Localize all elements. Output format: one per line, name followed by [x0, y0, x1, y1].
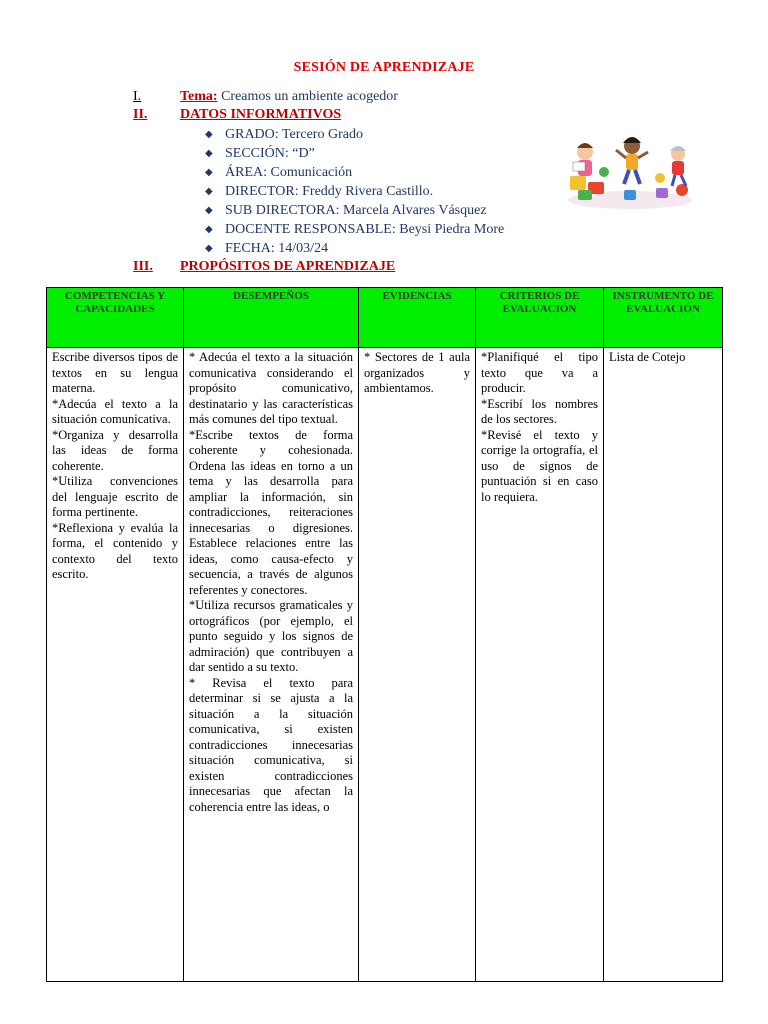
- section-number: III.: [133, 259, 153, 274]
- cell-paragraph: * Sectores de 1 aula organizados y ambientamos.: [364, 350, 470, 395]
- info-item: ◆ SECCIÓN: “D”: [205, 146, 315, 161]
- info-item: ◆ DOCENTE RESPONSABLE: Beysi Piedra More: [205, 222, 505, 237]
- cell-paragraph: Lista de Cotejo: [609, 350, 686, 364]
- diamond-bullet-icon: ◆: [205, 205, 213, 216]
- diamond-bullet-icon: ◆: [205, 186, 213, 197]
- cell-paragraph: Escribe diversos tipos de textos en su lengua materna.: [52, 350, 178, 395]
- diamond-bullet-icon: ◆: [205, 129, 213, 140]
- cell-paragraph: * Revisa el texto para determinar si se ajusta a la situación a la situación comunicativa, si existen contradicciones innecesarias situación comunicativa, si existen contradicciones innecesarias que afectan la coherencia entre las ideas, o: [189, 675, 353, 814]
- cell-paragraph: * Adecúa el texto a la situación comunicativa considerando el propósito comunicativo, destinatario y las características más comunes del tipo textual.: [189, 350, 353, 426]
- column-header: INSTRUMENTO DE EVALUACIÓN: [604, 288, 723, 348]
- cell-paragraph: *Utiliza recursos gramaticales y ortográficos (por ejemplo, el punto seguido y los signos de admiración) que contribuyen a dar sentido a su texto.: [189, 598, 353, 674]
- column-header: EVIDENCIAS: [359, 288, 476, 348]
- section-tema: [133, 89, 398, 105]
- learning-purposes-table: [46, 287, 723, 982]
- children-reading-clipart: [560, 134, 700, 214]
- column-header: DESEMPEÑOS: [184, 288, 359, 348]
- cell-paragraph: *Escribí los nombres de los sectores.: [481, 396, 598, 426]
- section-propositos: [133, 259, 395, 275]
- evidencias-cell: [359, 348, 476, 982]
- cell-paragraph: *Utiliza convenciones del lenguaje escrito de forma pertinente.: [52, 474, 178, 519]
- cell-paragraph: *Planifiqué el tipo texto que va a producir.: [481, 350, 598, 395]
- cell-paragraph: *Adecúa el texto a la situación comunicativa.: [52, 396, 178, 426]
- cell-paragraph: *Organiza y desarrolla las ideas de forma coherente.: [52, 427, 178, 473]
- section-label: Tema:: [180, 89, 218, 104]
- info-item: ◆ DIRECTOR: Freddy Rivera Castillo.: [205, 184, 434, 199]
- info-list: [205, 126, 504, 259]
- desempenos-cell: [184, 348, 359, 982]
- info-item: ◆ SUB DIRECTORA: Marcela Alvares Vásquez: [205, 203, 487, 218]
- section-label: PROPÓSITOS DE APRENDIZAJE: [180, 259, 396, 274]
- table-row: [47, 348, 723, 982]
- table-header-row: [47, 288, 723, 348]
- diamond-bullet-icon: ◆: [205, 243, 213, 254]
- section-value: Creamos un ambiente acogedor: [217, 89, 398, 104]
- competencias-cell: [47, 348, 184, 982]
- section-number: II.: [133, 107, 148, 122]
- cell-paragraph: *Escribe textos de forma coherente y cohesionada. Ordena las ideas en torno a un tema y las desarrolla para ampliar la información, sin contradicciones, reiteraciones innecesarias o digresiones. Establece relaciones entre las ideas, como causa-efecto y secuencia, a través de algunos referentes y conectores.: [189, 427, 353, 597]
- section-number: I.: [133, 89, 142, 104]
- column-header: COMPETENCIAS Y CAPACIDADES: [47, 288, 184, 348]
- info-item: ◆ ÁREA: Comunicación: [205, 165, 353, 180]
- diamond-bullet-icon: ◆: [205, 167, 213, 178]
- info-item: ◆ GRADO: Tercero Grado: [205, 127, 363, 142]
- section-label: DATOS INFORMATIVOS: [180, 107, 342, 122]
- page-title: SESIÓN DE APRENDIZAJE: [293, 60, 475, 75]
- info-item: ◆ FECHA: 14/03/24: [205, 241, 329, 256]
- cell-paragraph: *Revisé el texto y corrige la ortografía, el uso de signos de puntuación si en caso lo requiera.: [481, 427, 598, 504]
- cell-paragraph: *Reflexiona y evalúa la forma, el contenido y contexto del texto escrito.: [52, 520, 178, 581]
- section-datos-informativos: [133, 107, 341, 123]
- diamond-bullet-icon: ◆: [205, 148, 213, 159]
- column-header: CRITERIOS DE EVALUACIÓN: [476, 288, 604, 348]
- diamond-bullet-icon: ◆: [205, 224, 213, 235]
- instrumento-cell: [604, 348, 723, 982]
- criterios-cell: [476, 348, 604, 982]
